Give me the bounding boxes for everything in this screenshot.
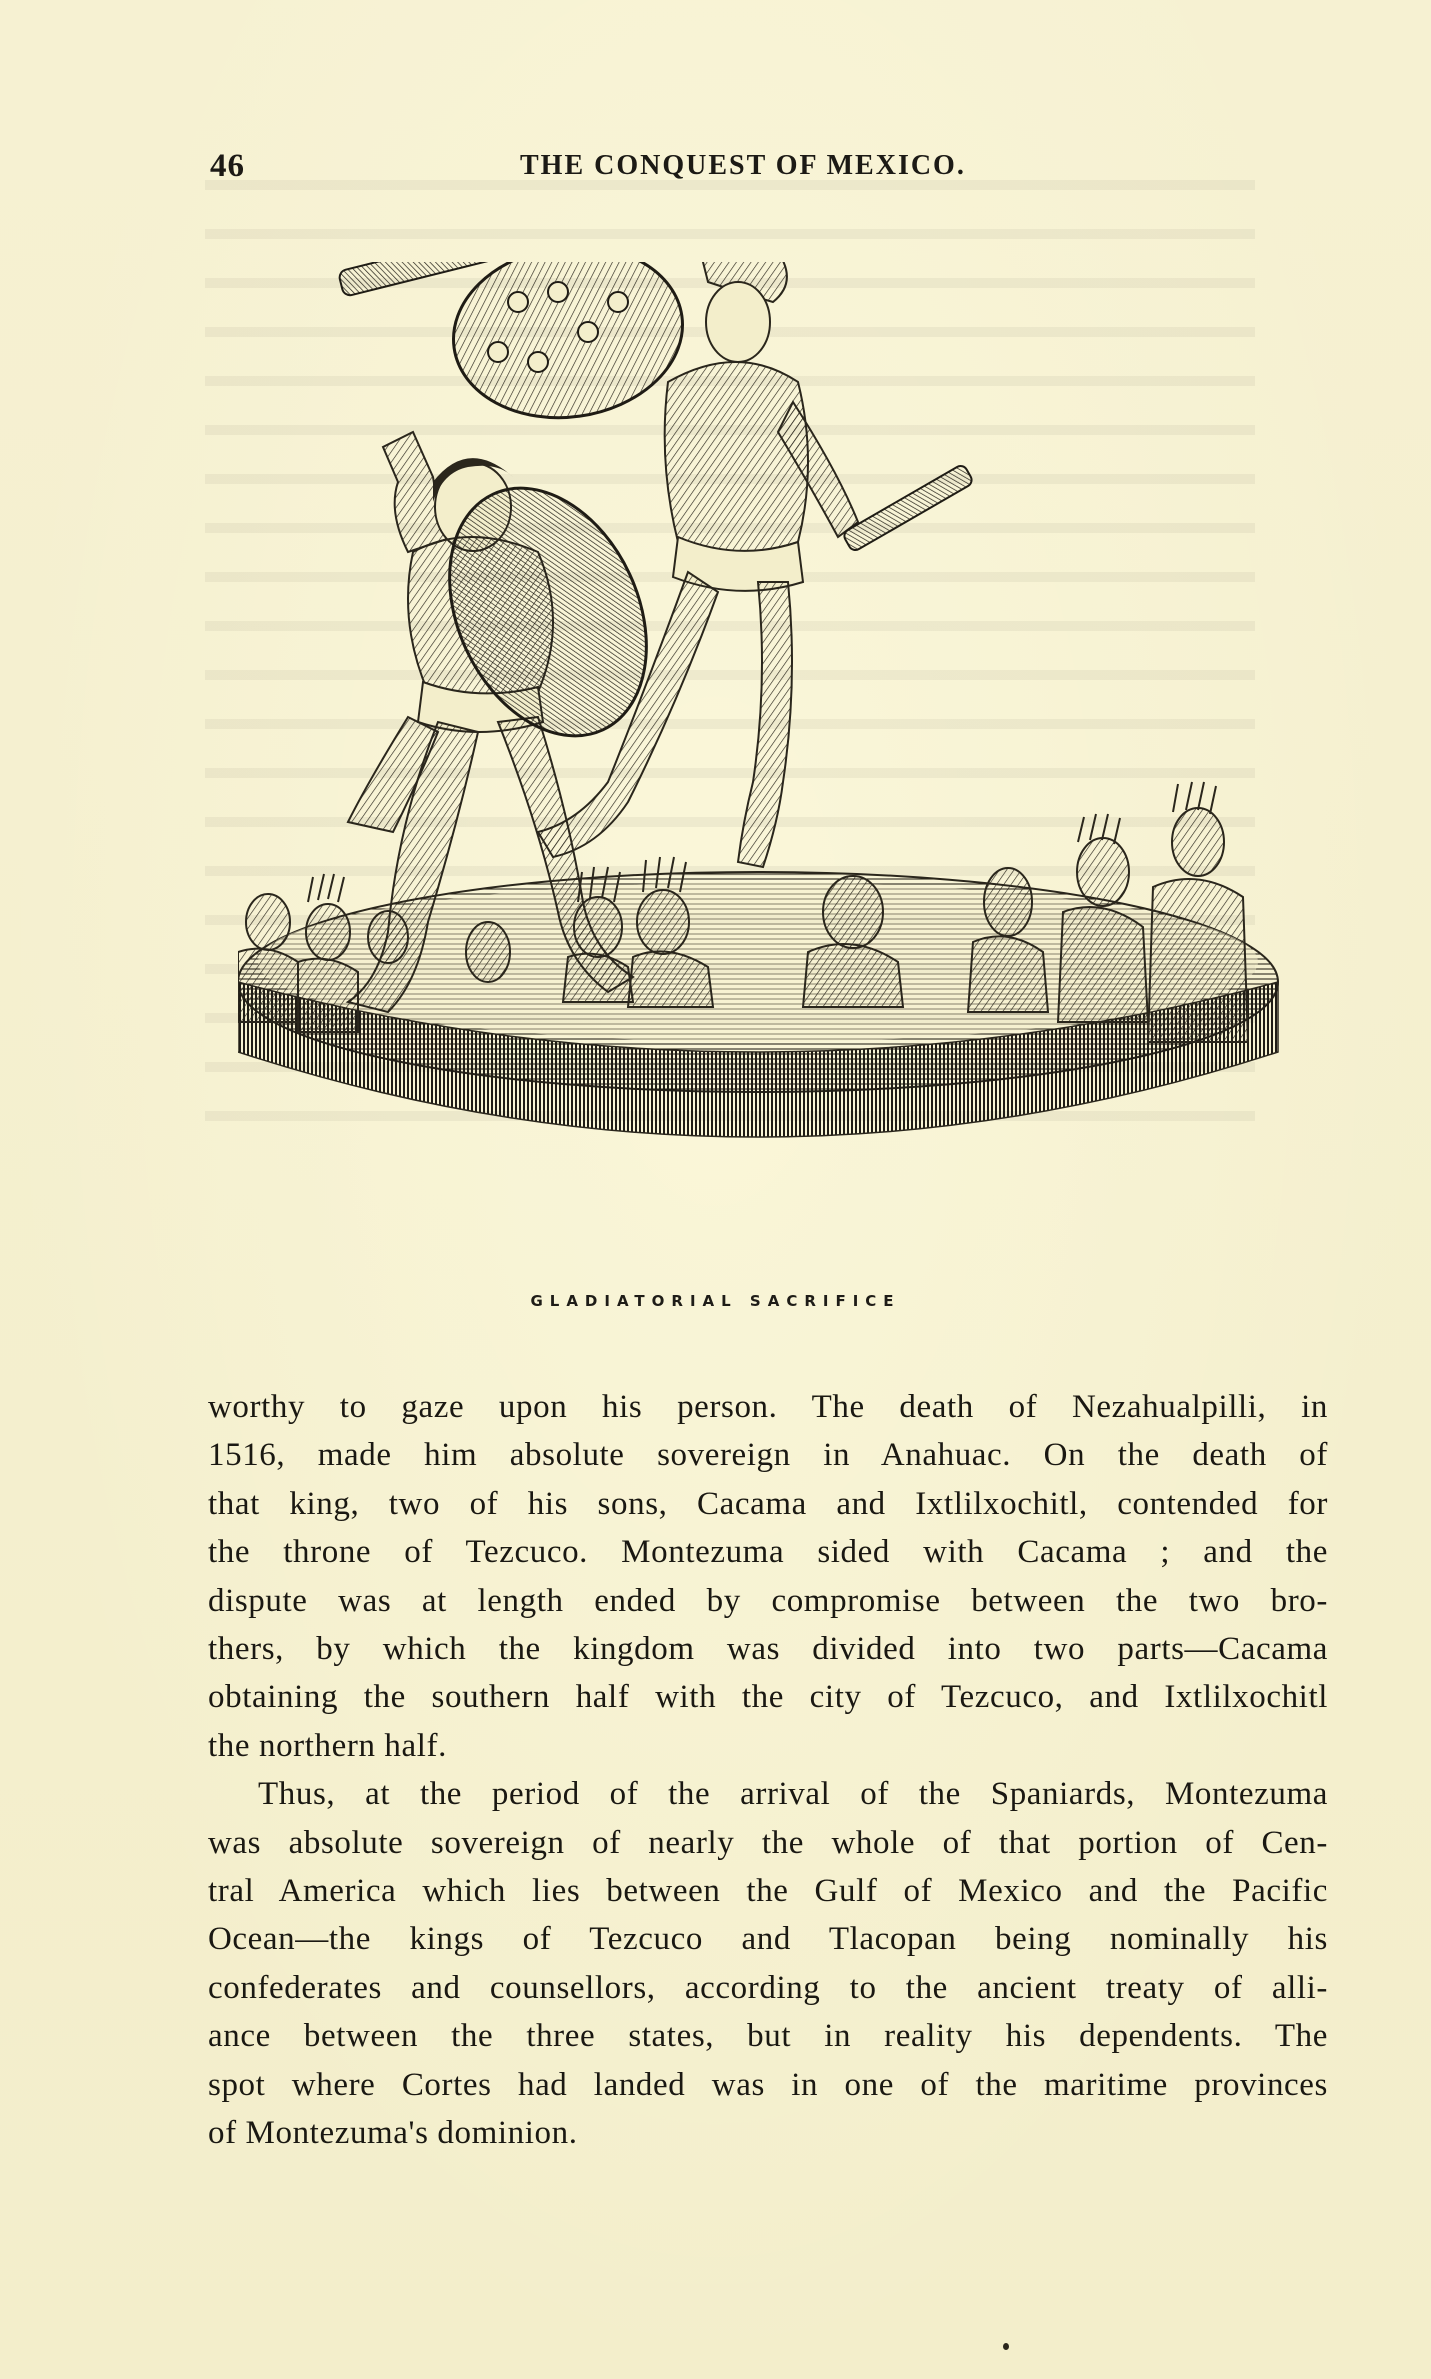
text-line: Thus, at the period of the arrival of the Spaniards, Montezuma: [258, 1776, 1328, 1813]
page-header: [210, 148, 1270, 198]
text-line: tral America which lies between the Gulf of Mexico and the Pacific: [208, 1873, 1328, 1910]
running-head: THE CONQUEST OF MEXICO.: [520, 150, 966, 181]
text-line: was absolute sovereign of nearly the whole of that portion of Cen-: [208, 1824, 1328, 1861]
gladiatorial-sacrifice-engraving: [238, 262, 1290, 1270]
text-line: ance between the three states, but in reality his dependents. The: [208, 2018, 1328, 2055]
text-line: Ocean—the kings of Tezcuco and Tlacopan being nominally his: [208, 1921, 1328, 1958]
text-line: thers, by which the kingdom was divided into two parts—Cacama: [208, 1631, 1328, 1668]
text-line: confederates and counsellors, according to the ancient treaty of alli-: [208, 1969, 1328, 2006]
text-line: spot where Cortes had landed was in one of the maritime provinces: [208, 2066, 1328, 2103]
text-line: of Montezuma's dominion.: [208, 2115, 578, 2152]
page-number: 46: [210, 148, 245, 184]
text-line: dispute was at length ended by compromise between the two bro-: [208, 1582, 1328, 1619]
text-line: the northern half.: [208, 1727, 447, 1764]
text-line: worthy to gaze upon his person. The death of Nezahualpilli, in: [208, 1389, 1328, 1425]
text-line: that king, two of his sons, Cacama and Ixtlilxochitl, contended for: [208, 1485, 1328, 1522]
ink-speck: [1003, 2343, 1009, 2350]
text-line: obtaining the southern half with the city of Tezcuco, and Ixtlilxochitl: [208, 1679, 1328, 1716]
text-line: the throne of Tezcuco. Montezuma sided with Cacama ; and the: [208, 1534, 1328, 1571]
body-text: [208, 1383, 1328, 2158]
engraving-svg: [238, 262, 1290, 1270]
text-line: 1516, made him absolute sovereign in Anahuac. On the death of: [208, 1437, 1328, 1474]
illustration-caption: GLADIATORIAL SACRIFICE: [530, 1292, 901, 1310]
